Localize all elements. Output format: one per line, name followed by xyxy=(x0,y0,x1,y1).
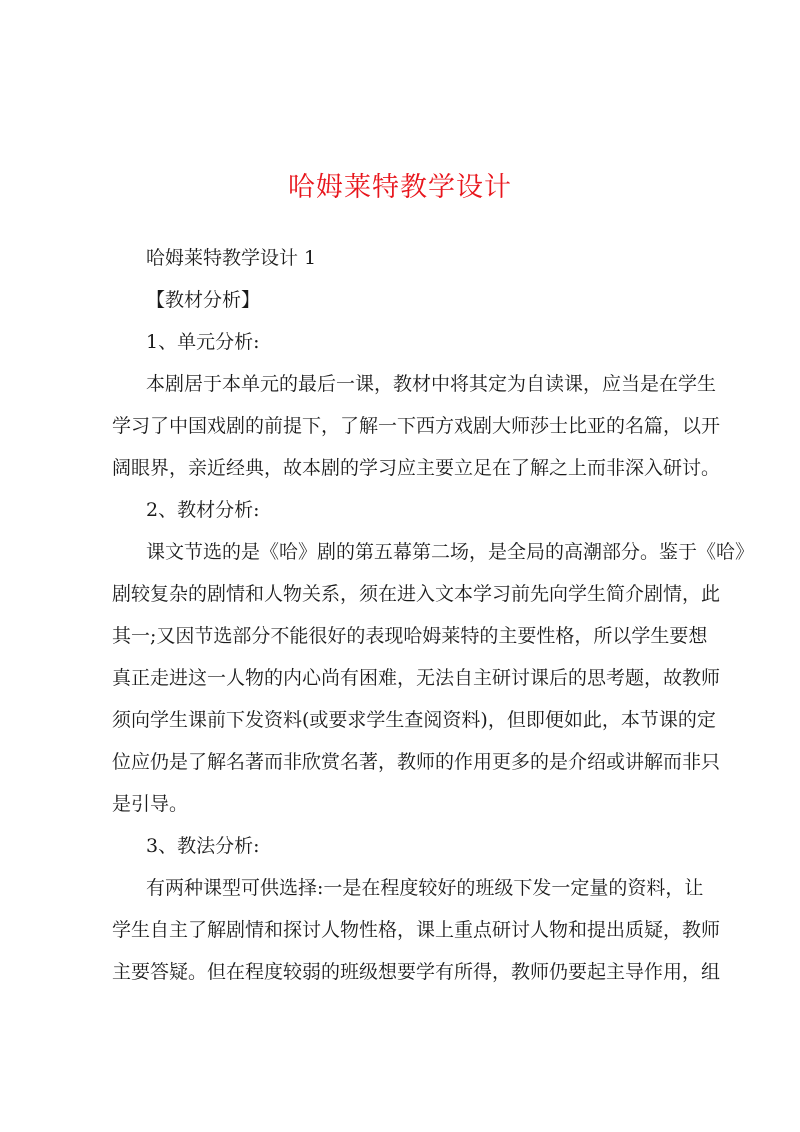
paragraph-line: 须向学生课前下发资料(或要求学生查阅资料)，但即便如此，本节课的定 xyxy=(112,709,716,731)
section-heading-textbook-analysis: 【教材分析】 xyxy=(146,289,261,311)
paragraph-line: 学生自主了解剧情和探讨人物性格，课上重点研讨人物和提出质疑，教师 xyxy=(112,919,721,941)
paragraph-line: 位应仍是了解名著而非欣赏名著，教师的作用更多的是介绍或讲解而非只 xyxy=(112,751,721,773)
paragraph-line: 主要答疑。但在程度较弱的班级想要学有所得，教师仍要起主导作用，组 xyxy=(112,961,721,983)
paragraph-line: 是引导。 xyxy=(112,793,189,815)
section-heading-unit-analysis: 1、单元分析: xyxy=(146,331,260,353)
section-heading-teaching-method-analysis: 3、教法分析: xyxy=(146,835,260,857)
section-heading-material-analysis: 2、教材分析: xyxy=(146,499,260,521)
paragraph-line: 其一;又因节选部分不能很好的表现哈姆莱特的主要性格，所以学生要想 xyxy=(112,625,708,647)
document-title: 哈姆莱特教学设计 xyxy=(288,172,512,203)
document-subtitle: 哈姆莱特教学设计 1 xyxy=(146,247,317,269)
paragraph-line: 真正走进这一人物的内心尚有困难，无法自主研讨课后的思考题，故教师 xyxy=(112,667,721,689)
paragraph-line: 课文节选的是《哈》剧的第五幕第二场，是全局的高潮部分。鉴于《哈》 xyxy=(146,541,755,563)
paragraph-line: 有两种课型可供选择:一是在程度较好的班级下发一定量的资料，让 xyxy=(146,877,704,899)
paragraph-line: 剧较复杂的剧情和人物关系，须在进入文本学习前先向学生简介剧情，此 xyxy=(112,583,721,605)
paragraph-line: 学习了中国戏剧的前提下，了解一下西方戏剧大师莎士比亚的名篇，以开 xyxy=(112,415,721,437)
paragraph-line: 本剧居于本单元的最后一课，教材中将其定为自读课，应当是在学生 xyxy=(146,373,717,395)
paragraph-line: 阔眼界，亲近经典，故本剧的学习应主要立足在了解之上而非深入研讨。 xyxy=(112,457,721,479)
